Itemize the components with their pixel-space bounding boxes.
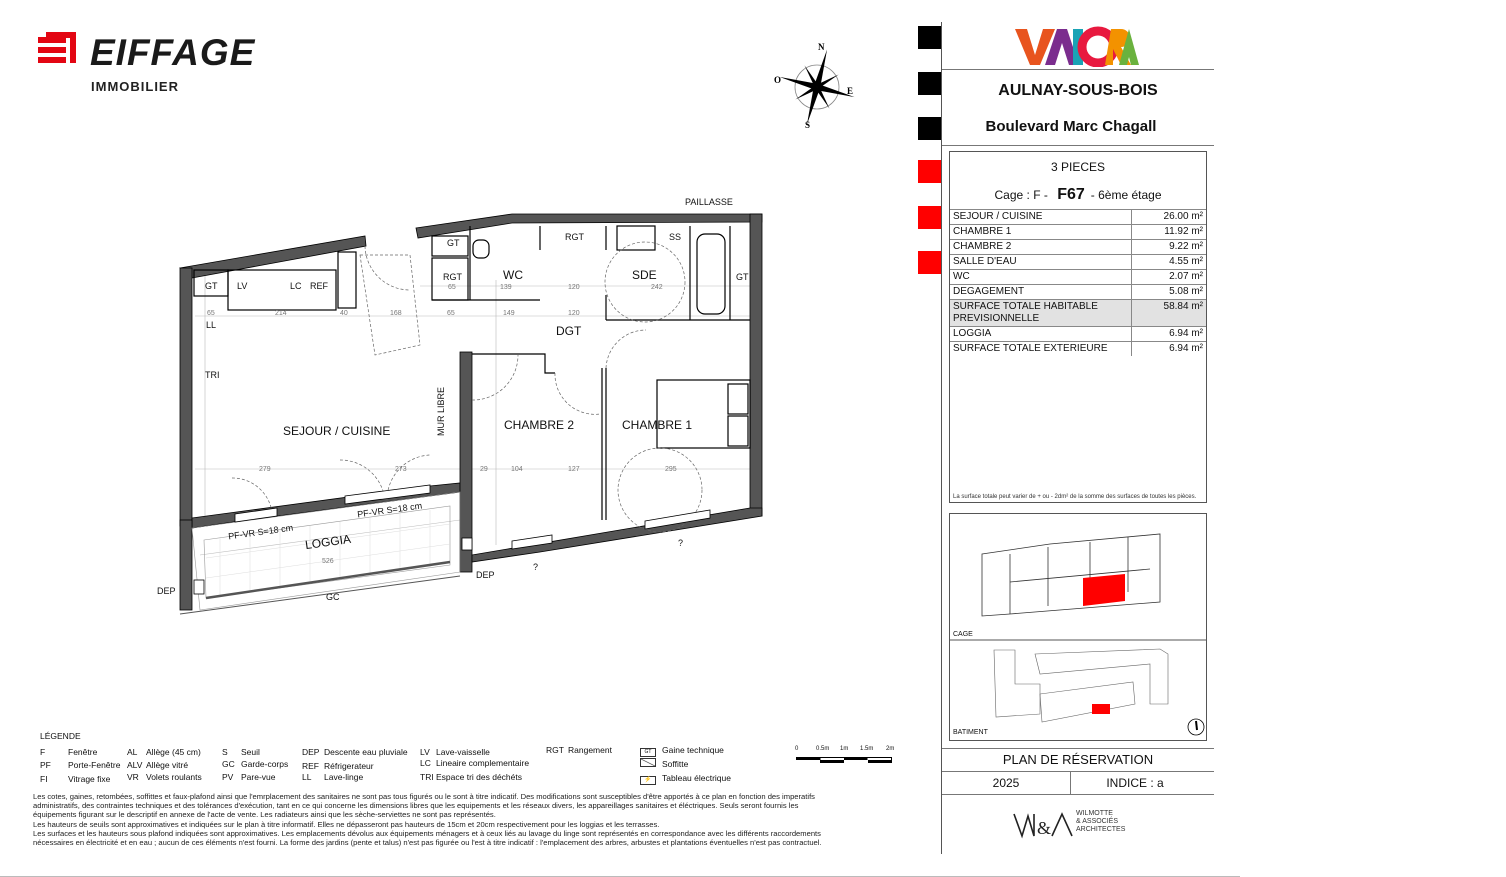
dim: 120 [568, 310, 580, 317]
compass-north: N [818, 42, 825, 52]
fixture-ll: LL [206, 320, 217, 330]
label-unknown-2: ? [678, 538, 684, 548]
plan-year: 2025 [992, 776, 1020, 790]
legend-symbol [640, 758, 688, 769]
dim: 273 [395, 466, 407, 473]
symbol-text: Tableau électrique [662, 773, 731, 783]
cage-key-plan [950, 514, 1206, 740]
legend-item: LV Lave-vaisselle [420, 747, 490, 757]
dim: 127 [568, 466, 580, 473]
room-label-wc: WC [503, 268, 523, 282]
marker-red-3 [918, 251, 941, 274]
table-row [950, 285, 1206, 300]
fixture-gt-2: GT [447, 238, 460, 248]
total-habitable-label [950, 300, 1132, 327]
dim: 65 [448, 284, 456, 291]
dim: 29 [480, 466, 488, 473]
total-habitable-row [950, 300, 1206, 327]
marker-black-2 [918, 72, 941, 95]
divider [942, 748, 1214, 749]
dim: 104 [511, 466, 523, 473]
room-name: DEGAGEMENT [950, 285, 1132, 300]
room-area: 2.07 m² [1132, 270, 1207, 285]
divider [942, 69, 1214, 70]
floor-plan [0, 0, 910, 720]
pieces-count: 3 PIECES [1050, 160, 1106, 174]
lot-number: F67 [1057, 186, 1085, 203]
fixture-gt-3: GT [736, 272, 749, 282]
dim: 65 [447, 310, 455, 317]
legend-item: LC Lineaire complementaire [420, 758, 530, 768]
scale-tick: 1m [840, 746, 849, 752]
total-label-2: PREVISIONNELLE [953, 313, 1040, 324]
room-label-loggia: LOGGIA [304, 531, 352, 553]
dim: 139 [500, 284, 512, 291]
brand-name: EIFFAGE [90, 32, 256, 73]
batiment-plan-label: BATIMENT [953, 729, 988, 736]
scale-tick: 0.5m [816, 746, 830, 752]
room-name: SEJOUR / CUISINE [950, 210, 1132, 225]
dim: 120 [568, 284, 580, 291]
disclaimer-line: Les hauteurs de seuils sont approximatives et indiquées sur le plan à titre informatif. Elles ne dépasseront pas hauteurs de 15cm et 20cm respectivement pour les loggias et les terrasses. [33, 819, 660, 829]
legend-item: LL Lave-linge [302, 772, 364, 782]
legend-item: GC Garde-corps [222, 759, 289, 769]
disclaimer-line: Les cotes, gaines, retombées, soffittes et faux-plafond ainsi que l'emrplacement des sanitaires ne sont pas tous figurés ou le sont à titre indicatif. Des modifications sont susceptibles d'être apportés à ce plan en fonction des imperatifs [33, 792, 815, 801]
disclaimer-line: nécessaires en électricité et en eau ; aucun de ces éléments n'est fourni. La forme des jardins (pente et talus) n'est pas figurée ou l'est à titre indicatif : l'emplacement des arbres, arbustes et plantations éventuelles n'est pas contractuel. [33, 838, 822, 848]
fixture-rgt-2: RGT [565, 232, 584, 242]
loggia-row [950, 327, 1206, 342]
fixture-lv: LV [237, 281, 248, 291]
surface-table-box [949, 151, 1207, 503]
architect-line-2: & ASSOCIÉS [1076, 818, 1119, 825]
dim: 295 [665, 466, 677, 473]
room-name: CHAMBRE 2 [950, 240, 1132, 255]
svg-text:&: & [1037, 818, 1052, 838]
plan-indice: INDICE : a [1106, 776, 1164, 790]
architect-line-1: WILMOTTE [1076, 810, 1113, 817]
room-area: 4.55 m² [1132, 255, 1207, 270]
fixture-gt: GT [205, 281, 218, 291]
compass-east: E [847, 86, 854, 96]
brand-subtitle: IMMOBILIER [91, 79, 179, 94]
scale-tick: 0 [795, 746, 799, 752]
table-row [950, 225, 1206, 240]
label-unknown-1: ? [533, 562, 539, 572]
room-label-chambre2: CHAMBRE 2 [504, 418, 575, 432]
cage-plan-label: CAGE [953, 631, 973, 638]
total-ext-label: SURFACE TOTALE EXTERIEURE [950, 342, 1132, 357]
room-area: 5.08 m² [1132, 285, 1207, 300]
divider [942, 794, 1214, 795]
tableau-electrique-icon: ⚡ [640, 776, 656, 785]
valora-logo [1015, 25, 1140, 67]
legend-item: PF Porte-Fenêtre [40, 760, 121, 770]
architect-line-3: ARCHITECTES [1076, 826, 1126, 833]
label-dep-1: DEP [157, 586, 176, 596]
room-label-dgt: DGT [556, 324, 582, 338]
street-name: Boulevard Marc Chagall [985, 118, 1157, 135]
dim: 242 [651, 284, 663, 291]
panel-divider [941, 22, 942, 854]
wa-mark-icon [1012, 810, 1074, 840]
floor-level: 6ème étage [1098, 188, 1162, 202]
key-plans-box [949, 513, 1207, 741]
total-ext-row [950, 342, 1206, 357]
legend-item: REF Réfrigerateur [302, 761, 374, 771]
room-name: CHAMBRE 1 [950, 225, 1132, 240]
total-ext-value: 6.94 m² [1132, 342, 1207, 357]
fixture-tri: TRI [205, 370, 220, 380]
city-name: AULNAY-SOUS-BOIS [998, 82, 1158, 99]
table-row [950, 270, 1206, 285]
architect-logo [1012, 810, 1152, 842]
room-area: 9.22 m² [1132, 240, 1207, 255]
label-paillasse: PAILLASSE [685, 197, 733, 207]
marker-black-3 [918, 117, 941, 140]
symbol-text: Soffitte [662, 759, 689, 769]
plan-title: PLAN DE RÉSERVATION [1002, 752, 1154, 767]
divider [942, 771, 1214, 772]
legend-item: DEP Descente eau pluviale [302, 747, 408, 757]
room-label-sde: SDE [632, 268, 657, 282]
table-row [950, 240, 1206, 255]
disclaimer-line: Les surfaces et les hauteurs sous plafond indiquées sont approximatives. Les emplacements dévolus aux équipements ménagers et à ceux liés au lavage du linge sont représentés en correspondance avec les différents raccordements [33, 828, 821, 838]
dim: 279 [259, 466, 271, 473]
dim: 214 [275, 310, 287, 317]
loggia-label: LOGGIA [950, 327, 1132, 342]
legend [40, 731, 920, 791]
fixture-ref: REF [310, 281, 328, 291]
compass-west: O [774, 75, 782, 85]
fixture-lc: LC [290, 281, 302, 291]
label-gc: GC [326, 592, 340, 602]
room-label-sejour: SEJOUR / CUISINE [283, 424, 391, 438]
table-row [950, 255, 1206, 270]
symbol-text: Gaine technique [662, 745, 724, 755]
total-label-1: SURFACE TOTALE HABITABLE [953, 301, 1098, 312]
scale-bar [792, 746, 902, 768]
legend-item: S Seuil [222, 747, 260, 757]
legend-item: RGT Rangement [546, 745, 612, 755]
dim: 149 [503, 310, 515, 317]
loggia-value: 6.94 m² [1132, 327, 1207, 342]
soffitte-icon [640, 758, 656, 767]
label-dep-2: DEP [476, 570, 495, 580]
legend-item: VR Volets roulants [127, 772, 202, 782]
dim: 65 [207, 310, 215, 317]
legend-symbol [640, 745, 724, 757]
cage-value: F [1033, 188, 1041, 202]
room-label-chambre1: CHAMBRE 1 [622, 418, 693, 432]
divider [942, 145, 1214, 146]
marker-black-1 [918, 26, 941, 49]
dim: 168 [390, 310, 402, 317]
table-row [950, 210, 1206, 225]
cage-label: Cage : [994, 188, 1030, 202]
marker-red-2 [918, 206, 941, 229]
fixture-ss: SS [669, 232, 682, 242]
dim: 526 [322, 558, 334, 565]
total-habitable-value: 58.84 m² [1132, 300, 1207, 327]
disclaimer-line: administratifs, des contraintes techniques et des tolérances d'exécution, tant en ce qui concerne les dimensions libres que les equipements et les réseaux divers, les appareillages sanitaires et éléctriques. Seuls seront fournis les [33, 801, 799, 811]
disclaimer-line: équipements figurant sur le descriptif en annexe de l'acte de vente. Les radiateurs ainsi que les sèche-serviettes ne sont pas représentés. [33, 810, 496, 820]
legend-item: AL Allège (45 cm) [127, 747, 201, 757]
label-pfvr-2: PF-VR S=18 cm [356, 500, 423, 520]
marker-red-1 [918, 160, 941, 183]
surface-table [950, 209, 1206, 356]
fixture-rgt-1: RGT [443, 272, 462, 282]
legend-item: PV Pare-vue [222, 772, 276, 782]
legend-item: F Fenêtre [40, 747, 98, 757]
label-pfvr-1: PF-VR S=18 cm [227, 522, 294, 542]
legend-item: TRI Espace tri des déchéts [420, 772, 522, 782]
disclaimer-text [33, 792, 923, 847]
legend-item: FI Vitrage fixe [40, 774, 111, 784]
room-name: SALLE D'EAU [950, 255, 1132, 270]
scale-tick: 1.5m [860, 746, 874, 752]
legend-item: ALV Allège vitré [127, 760, 189, 770]
cage-line: Cage : F - F67 - 6ème étage [994, 186, 1162, 203]
gaine-technique-icon: GT [640, 748, 656, 757]
scale-tick: 2m [886, 746, 895, 752]
room-area: 26.00 m² [1132, 210, 1207, 225]
legend-symbol [640, 773, 731, 785]
label-mur-libre: MUR LIBRE [436, 386, 446, 436]
room-area: 11.92 m² [1132, 225, 1207, 240]
surface-note: La surface totale peut varier de + ou - 2dm² de la somme des surfaces de toutes les pièces. [953, 494, 1197, 500]
legend-title: LÉGENDE [40, 731, 81, 741]
room-name: WC [950, 270, 1132, 285]
compass-south: S [805, 120, 811, 130]
dim: 40 [340, 310, 348, 317]
